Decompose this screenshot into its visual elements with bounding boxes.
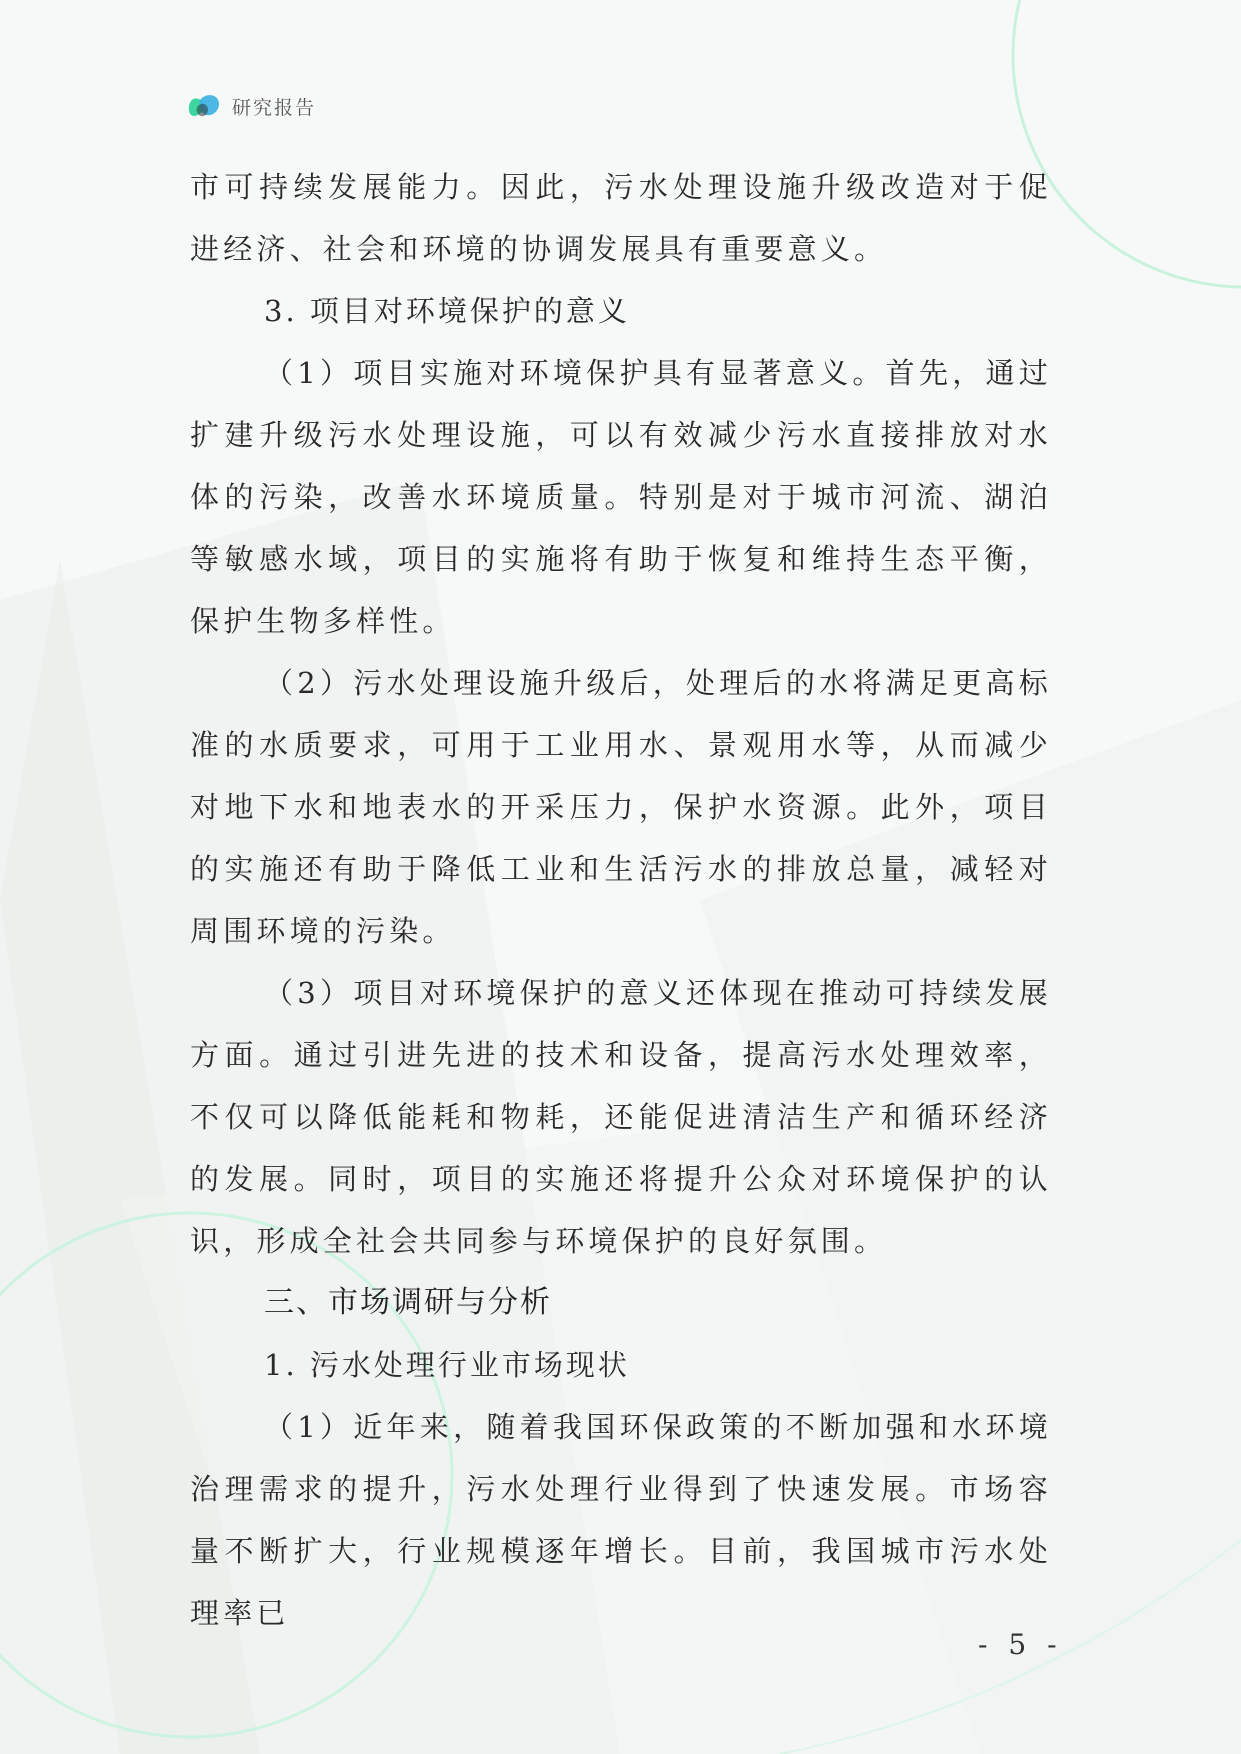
section-heading-market-status: 1. 污水处理行业市场现状 xyxy=(264,1348,630,1382)
report-header xyxy=(186,88,316,124)
section-heading-environment: 3. 项目对环境保护的意义 xyxy=(264,294,630,328)
paragraph-environment-2: （2）污水处理设施升级后，处理后的水将满足更高标准的水质要求，可用于工业用水、景观用水等，从而减少对地下水和地表水的开采压力，保护水资源。此外，项目的实施还有助于降低工业和生活污水的排放总量，减轻对周围环境的污染。 xyxy=(190,666,1052,948)
page-number: - 5 - xyxy=(978,1628,1063,1661)
page-content xyxy=(190,156,1052,1644)
paragraph-continued: 市可持续发展能力。因此，污水处理设施升级改造对于促进经济、社会和环境的协调发展具有重要意义。 xyxy=(190,170,1052,266)
paragraph-environment-1: （1）项目实施对环境保护具有显著意义。首先，通过扩建升级污水处理设施，可以有效减少污水直接排放对水体的污染，改善水环境质量。特别是对于城市河流、湖泊等敏感水域，项目的实施将有助于恢复和维持生态平衡，保护生物多样性。 xyxy=(190,356,1052,638)
chapter-heading-market: 三、市场调研与分析 xyxy=(264,1285,552,1320)
paragraph-market-1: （1）近年来，随着我国环保政策的不断加强和水环境治理需求的提升，污水处理行业得到了快速发展。市场容量不断扩大，行业规模逐年增长。目前，我国城市污水处理率已 xyxy=(190,1410,1052,1630)
leaf-logo-icon xyxy=(186,90,222,122)
report-header-title: 研究报告 xyxy=(232,96,317,119)
paragraph-environment-3: （3）项目对环境保护的意义还体现在推动可持续发展方面。通过引进先进的技术和设备，提高污水处理效率，不仅可以降低能耗和物耗，还能促进清洁生产和循环经济的发展。同时，项目的实施还将提升公众对环境保护的认识，形成全社会共同参与环境保护的良好氛围。 xyxy=(190,976,1052,1258)
